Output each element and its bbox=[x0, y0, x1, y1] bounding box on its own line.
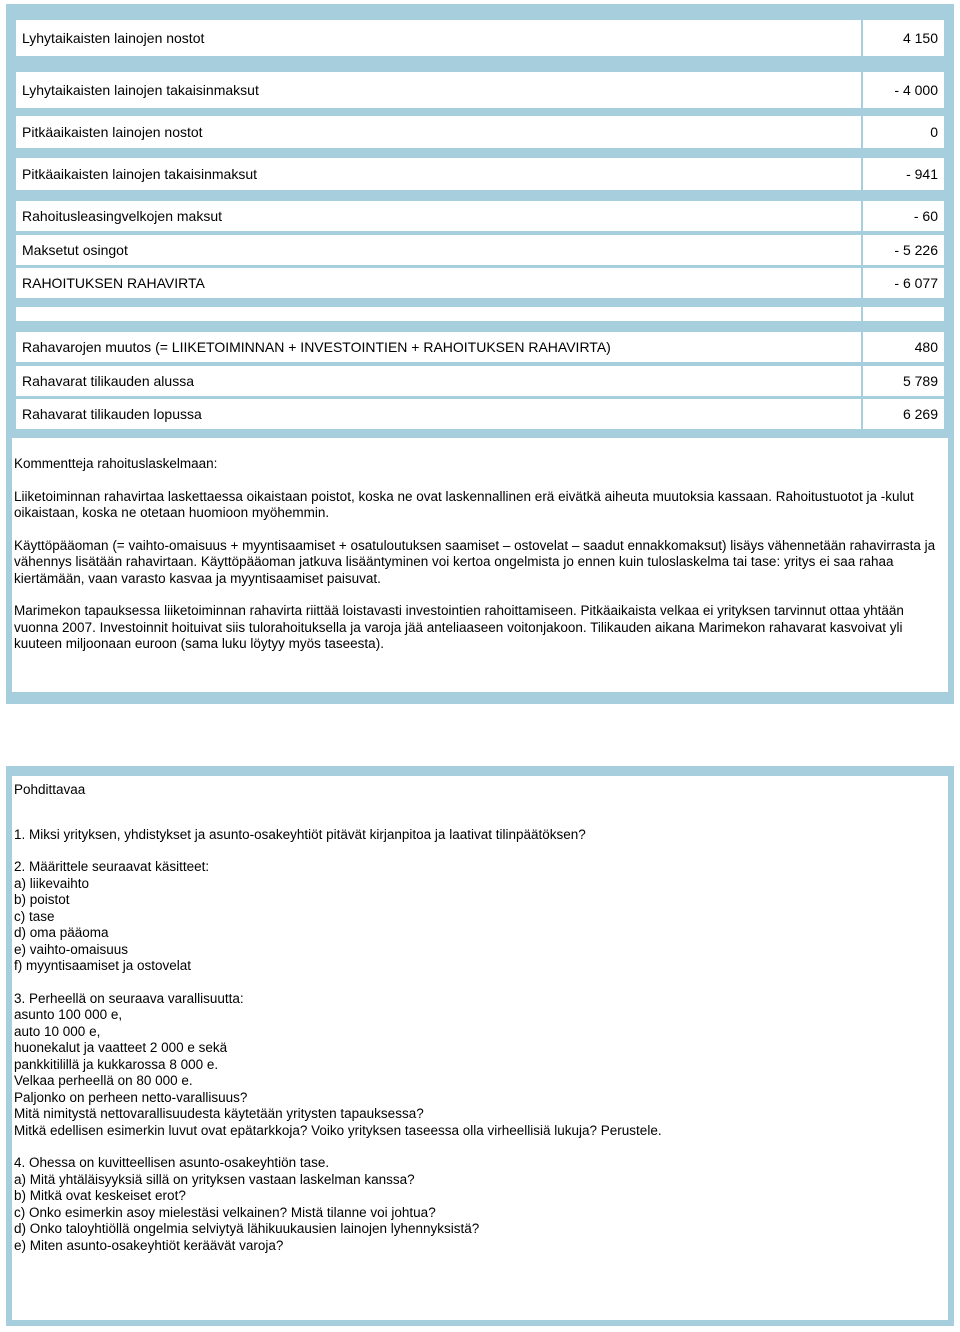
question-line: auto 10 000 e, bbox=[14, 1023, 101, 1039]
question-line: 4. Ohessa on kuvitteellisen asunto-osakeyhtiön tase. bbox=[14, 1155, 330, 1170]
row-label: Maksetut osingot bbox=[16, 235, 861, 265]
row-label: Rahavarat tilikauden lopussa bbox=[16, 399, 861, 429]
question-line: e) vaihto-omaisuus bbox=[14, 941, 129, 957]
table-row bbox=[16, 158, 944, 190]
questions-title: Pohdittavaa bbox=[14, 782, 86, 797]
question-line: a) liikevaihto bbox=[14, 875, 90, 891]
row-value: - 941 bbox=[863, 158, 944, 190]
table-row bbox=[16, 268, 944, 298]
question-line: Velkaa perheellä on 80 000 e. bbox=[14, 1073, 193, 1088]
row-label: RAHOITUKSEN RAHAVIRTA bbox=[16, 268, 861, 298]
table-row bbox=[16, 332, 944, 362]
table-row bbox=[16, 235, 944, 265]
row-value: 6 269 bbox=[863, 399, 944, 429]
row-label bbox=[16, 307, 861, 321]
row-value: - 4 000 bbox=[863, 72, 944, 108]
row-value bbox=[863, 307, 944, 321]
question-line: e) Miten asunto-osakeyhtiöt keräävät varoja? bbox=[14, 1237, 284, 1253]
question-1 bbox=[14, 827, 946, 844]
row-label: Lyhytaikaisten lainojen takaisinmaksut bbox=[16, 72, 861, 108]
row-label: Pitkäaikaisten lainojen nostot bbox=[16, 116, 861, 148]
row-label: Rahavarojen muutos (= LIIKETOIMINNAN + INVESTOINTIEN + RAHOITUKSEN RAHAVIRTA) bbox=[16, 332, 861, 362]
question-line: c) Onko esimerkin asoy mielestäsi velkainen? Mistä tilanne voi johtua? bbox=[14, 1204, 436, 1220]
row-label: Rahoitusleasingvelkojen maksut bbox=[16, 201, 861, 231]
row-value: 0 bbox=[863, 116, 944, 148]
question-line: 2. Määrittele seuraavat käsitteet: bbox=[14, 859, 210, 874]
comment-paragraph: Marimekon tapauksessa liiketoiminnan rahavirta riittää loistavasti investointien rahoittamiseen. Pitkäaikaista velkaa ei yrityksen tarvinnut ottaa yhtään vuonna 2007. Investoinnit hoituivat siis tulorahoituksella ja varoja jää anteliaaseen voitonjakoon. Tilikauden aikana Marimekon rahavarat kasvoivat yli kuuteen miljoonaan euroon (sama luku löytyy myös taseesta). bbox=[14, 603, 904, 651]
row-value: 480 bbox=[863, 332, 944, 362]
question-4 bbox=[14, 1155, 946, 1254]
question-line: b) poistot bbox=[14, 892, 70, 907]
comments-section bbox=[12, 438, 948, 692]
question-line: Paljonko on perheen netto-varallisuus? bbox=[14, 1089, 248, 1105]
question-line: f) myyntisaamiset ja ostovelat bbox=[14, 958, 192, 973]
questions-section bbox=[12, 776, 948, 1320]
question-line: b) Mitkä ovat keskeiset erot? bbox=[14, 1188, 186, 1203]
table-row-empty bbox=[16, 307, 944, 321]
table-row bbox=[16, 399, 944, 429]
row-value: - 60 bbox=[863, 201, 944, 231]
question-line: 3. Perheellä on seuraava varallisuutta: bbox=[14, 990, 244, 1006]
row-label: Lyhytaikaisten lainojen nostot bbox=[16, 20, 861, 56]
row-value: - 6 077 bbox=[863, 268, 944, 298]
table-row bbox=[16, 201, 944, 231]
table-row bbox=[16, 366, 944, 396]
table-row bbox=[16, 72, 944, 108]
question-line: 1. Miksi yrityksen, yhdistykset ja asunto-osakeyhtiöt pitävät kirjanpitoa ja laativat tilinpäätöksen? bbox=[14, 826, 586, 842]
comment-paragraph: Liiketoiminnan rahavirtaa laskettaessa oikaistaan poistot, koska ne ovat laskennallinen erä eivätkä aiheuta muutoksia kassaan. Rahoitustuotot ja -kulut oikaistaan, koska ne otetaan huomioon myöhemmin. bbox=[14, 488, 914, 520]
table-row bbox=[16, 116, 944, 148]
row-label: Rahavarat tilikauden alussa bbox=[16, 366, 861, 396]
table-row bbox=[16, 20, 944, 56]
row-value: 4 150 bbox=[863, 20, 944, 56]
comment-paragraph: Käyttöpääoman (= vaihto-omaisuus + myyntisaamiset + osatuloutuksen saamiset – ostovelat – saadut ennakkomaksut) lisäys vähennetään rahavirrasta ja vähennys lisätään rahavirtaan. Käyttöpääoman jatkuva lisääntyminen voi kertoa ongelmista jo ennen kuin tuloslaskelma tai tase: yritys ei saa rahaa kiertämään, vaan varasto kasvaa ja myyntisaamiset paisuvat. bbox=[14, 537, 936, 586]
question-2 bbox=[14, 859, 946, 975]
row-value: - 5 226 bbox=[863, 235, 944, 265]
question-line: Mitä nimitystä nettovarallisuudesta käytetään yritysten tapauksessa? bbox=[14, 1106, 424, 1121]
question-line: Mitkä edellisen esimerkin luvut ovat epätarkkoja? Voiko yrityksen taseessa olla virheellisiä lukuja? Perustele. bbox=[14, 1122, 662, 1138]
question-line: pankkitilillä ja kukkarossa 8 000 e. bbox=[14, 1056, 219, 1072]
question-3 bbox=[14, 991, 946, 1140]
comments-heading: Kommentteja rahoituslaskelmaan: bbox=[14, 456, 218, 471]
question-line: asunto 100 000 e, bbox=[14, 1007, 123, 1022]
question-line: c) tase bbox=[14, 908, 55, 924]
question-line: huonekalut ja vaatteet 2 000 e sekä bbox=[14, 1040, 228, 1055]
question-line: d) Onko taloyhtiöllä ongelmia selviytyä lähikuukausien lainojen lyhennyksistä? bbox=[14, 1221, 480, 1236]
row-value: 5 789 bbox=[863, 366, 944, 396]
question-line: d) oma pääoma bbox=[14, 925, 109, 940]
question-line: a) Mitä yhtäläisyyksiä sillä on yrityksen vastaan laskelman kanssa? bbox=[14, 1171, 415, 1187]
row-label: Pitkäaikaisten lainojen takaisinmaksut bbox=[16, 158, 861, 190]
